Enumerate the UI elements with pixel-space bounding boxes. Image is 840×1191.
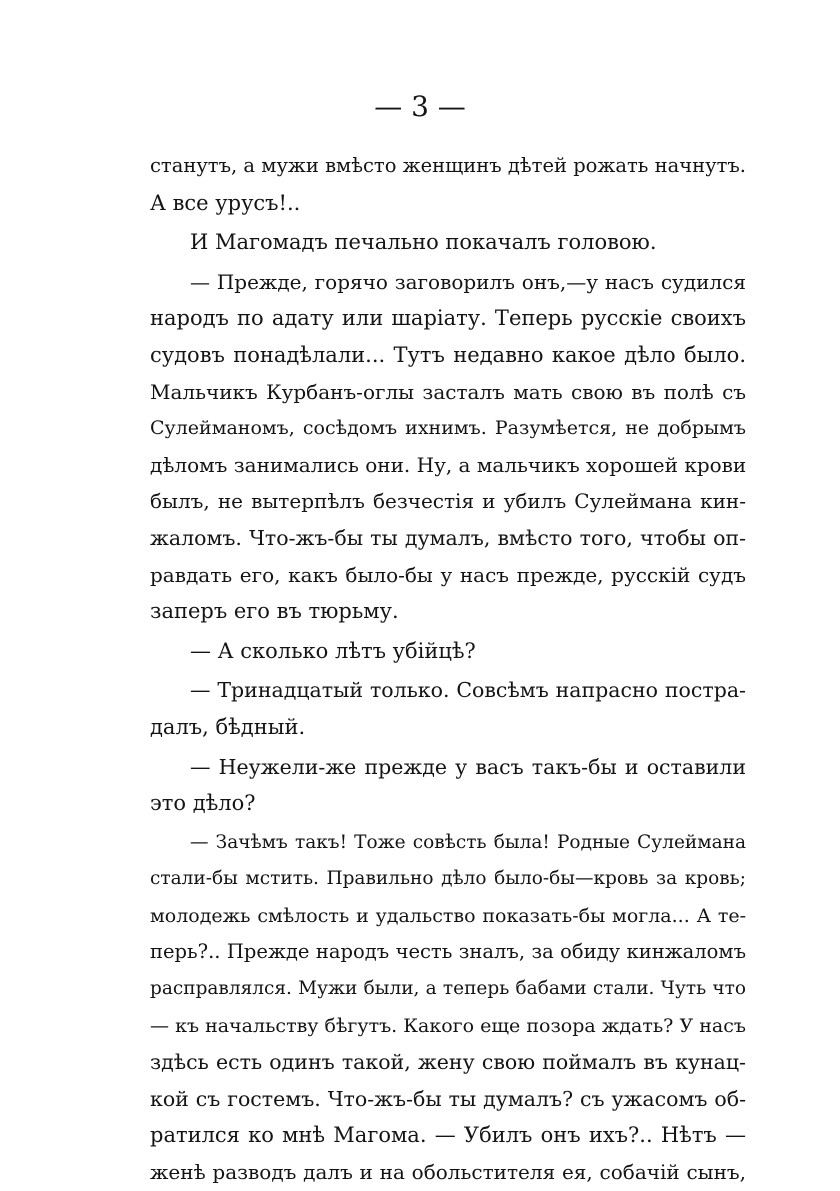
text-line: стали-бы мстить. Правильно дѣло было-бы—кровь за кровь; xyxy=(150,868,746,890)
text-line: заперъ его въ тюрьму. xyxy=(150,599,399,624)
text-line: это дѣло? xyxy=(150,791,256,816)
text-line: молодежь смѣлость и удальство показать-бы могла... А те- xyxy=(150,904,746,927)
text-line: народъ по адату или шаріату. Теперь русскіе своихъ xyxy=(150,306,746,331)
text-line: — Тринадцатый только. Совсѣмъ напрасно постра- xyxy=(190,678,746,703)
text-line: — къ начальству бѣгутъ. Какого еще позора ждать? У насъ xyxy=(150,1014,746,1037)
text-line: равдать его, какъ было-бы у насъ прежде, русскій судъ xyxy=(150,562,746,587)
text-line: судовъ понадѣлали... Тутъ недавно какое дѣло было. xyxy=(150,342,746,367)
text-line: — Неужели-же прежде у васъ такъ-бы и оставили xyxy=(190,754,746,779)
text-line: дѣломъ занимались они. Ну, а мальчикъ хорошей крови xyxy=(150,452,747,477)
text-line: А все урусъ!.. xyxy=(150,190,301,215)
text-line: И Магомадъ печально покачалъ головою. xyxy=(190,230,657,255)
text-line: здѣсь есть одинъ такой, жену свою поймалъ въ кунац- xyxy=(150,1050,746,1075)
text-line: ратился ко мнѣ Магома. — Убилъ онъ ихъ?.. Нѣтъ — xyxy=(150,1123,746,1148)
text-line: былъ, не вытерпѣлъ безчестія и убилъ Сулеймана кин- xyxy=(150,489,746,514)
text-line: Мальчикъ Курбанъ-оглы засталъ мать свою въ полѣ съ xyxy=(150,379,746,404)
text-line: — Зачѣмъ такъ! Тоже совѣсть была! Родные Сулеймана xyxy=(190,831,746,853)
text-line: станутъ, а мужи вмѣсто женщинъ дѣтей рожать начнутъ. xyxy=(150,154,746,177)
text-line: расправлялся. Мужи были, а теперь бабами стали. Чуть что xyxy=(150,978,746,1000)
body-text xyxy=(150,148,746,1191)
text-line: Сулейманомъ, сосѣдомъ ихнимъ. Разумѣется, не добрымъ xyxy=(150,417,746,440)
text-line: жаломъ. Что-жъ-бы ты думалъ, вмѣсто того, чтобы оп- xyxy=(150,525,746,550)
text-line: женѣ разводъ далъ и на обольстителя ея, собачій сынъ, xyxy=(150,1160,746,1185)
text-line: — Прежде, горячо заговорилъ онъ,—у насъ судился xyxy=(190,269,746,294)
text-line: кой съ гостемъ. Что-жъ-бы ты думалъ? съ ужасомъ об- xyxy=(150,1086,746,1111)
page-number: — 3 — xyxy=(374,90,466,123)
text-line: перь?.. Прежде народъ честь зналъ, за обиду кинжаломъ xyxy=(150,940,746,964)
text-line: далъ, бѣдный. xyxy=(150,714,306,739)
text-line: — А сколько лѣтъ убійцѣ? xyxy=(190,638,476,663)
